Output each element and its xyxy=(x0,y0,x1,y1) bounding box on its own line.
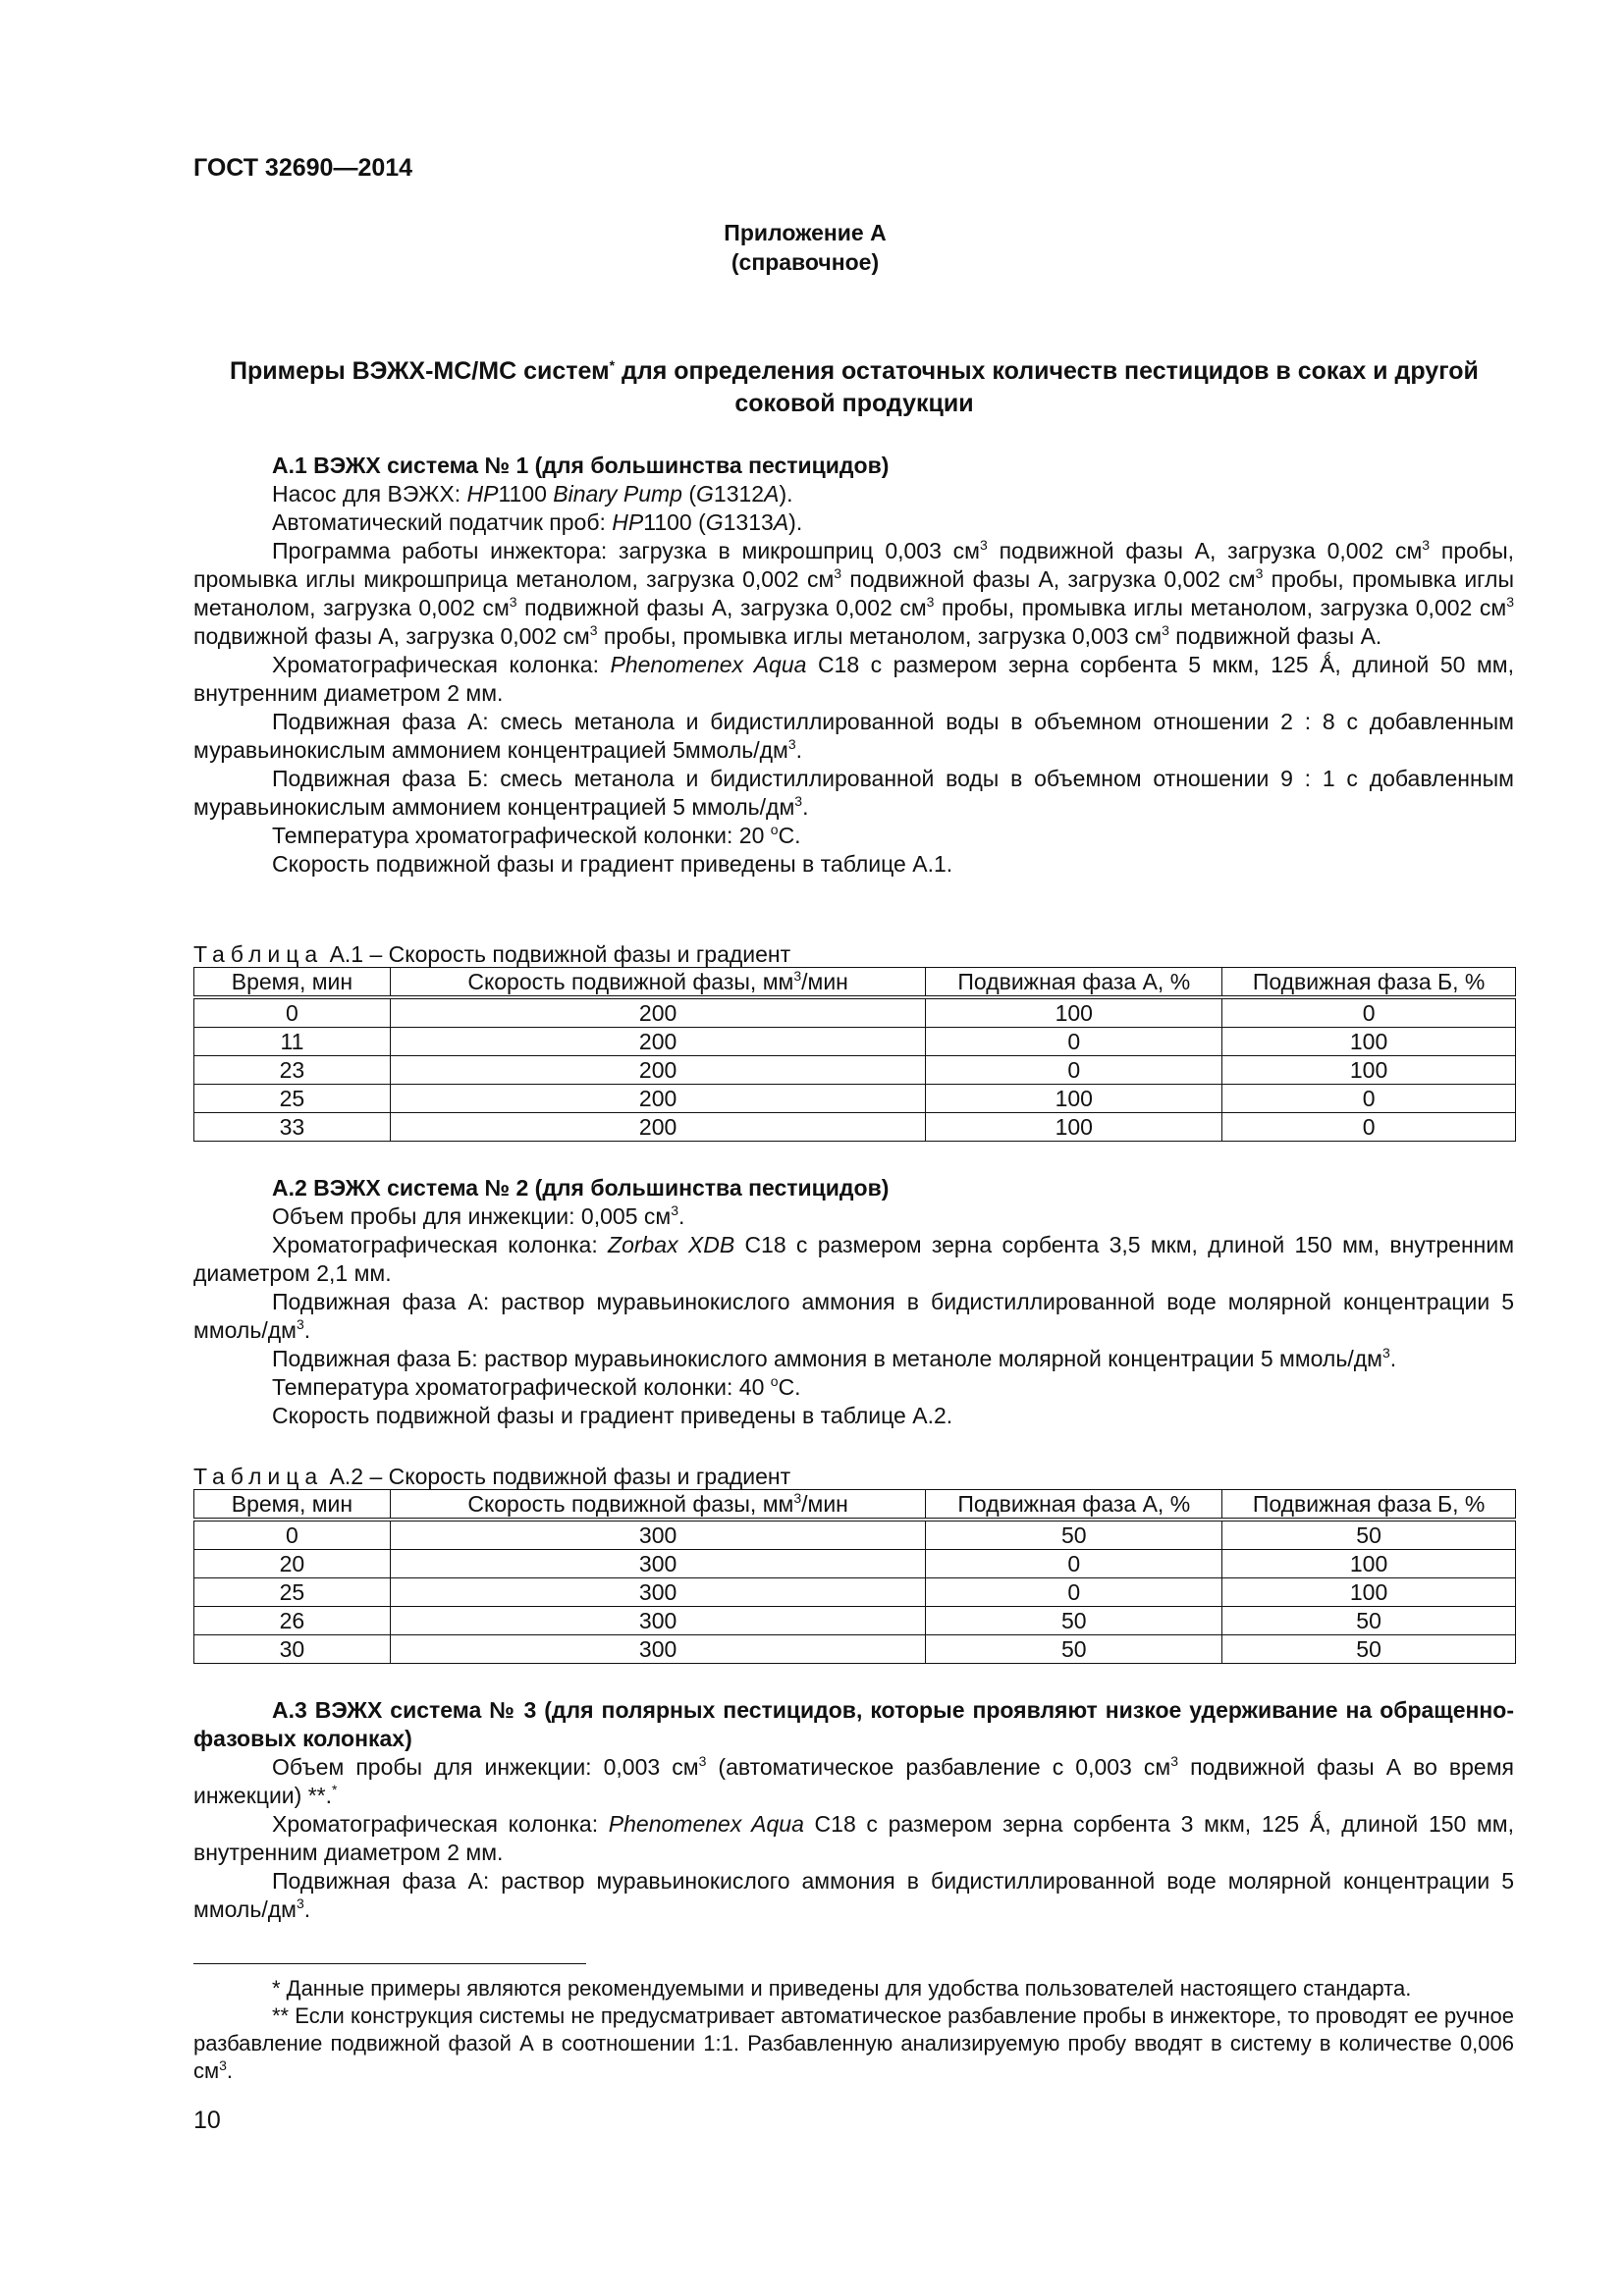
section-a2 xyxy=(193,1174,1514,1430)
table-cell: 25 xyxy=(194,1085,391,1113)
table-cell: 50 xyxy=(1222,1520,1516,1550)
table-row xyxy=(194,1113,1516,1142)
paragraph: Объем пробы для инжекции: 0,003 $см^3$ (автоматическое разбавление с 0,003 $см^3$ подвижной фазы А во время инжекции) **.* xyxy=(193,1753,1514,1808)
column-header: Скорость подвижной фазы, $мм^3$/мин xyxy=(390,968,926,998)
paragraph: Подвижная фаза Б: смесь метанола и бидистиллированной воды в объемном отношении 9 : 1 с добавленным муравьинокислым аммонием концентрацией 5 ммоль/$дм^3$. xyxy=(193,766,1514,820)
table-cell: 200 xyxy=(390,1113,926,1142)
section-heading: А.1 ВЭЖХ система № 1 (для большинства пестицидов) xyxy=(272,453,890,478)
paragraph: Подвижная фаза А: смесь метанола и бидистиллированной воды в объемном отношении 2 : 8 с добавленным муравьинокислым аммонием концентрацией $5ммоль/дм^3$. xyxy=(193,709,1514,763)
table-row xyxy=(194,1520,1516,1550)
table-cell: 25 xyxy=(194,1578,391,1607)
paragraph: Хроматографическая колонка: Phenomenex Aqua С18 с размером зерна сорбента 5 мкм, 125 Ǻ, длиной 50 мм, внутренним диаметром 2 мм. xyxy=(193,652,1514,706)
paragraph: Хроматографическая колонка: Zorbax XDB С18 с размером зерна сорбента 3,5 мкм, длиной 150 мм, внутренним диаметром 2,1 мм. xyxy=(193,1232,1515,1286)
table-cell: 0 xyxy=(1222,997,1516,1028)
paragraph: Скорость подвижной фазы и градиент приведены в таблице А.1. xyxy=(272,851,953,877)
paragraph: Автоматический податчик проб: HP1100 (G1313A). xyxy=(272,509,803,535)
title-part1: Примеры ВЭЖХ-МС/МС систем xyxy=(230,357,610,385)
table-cell: 100 xyxy=(926,1113,1222,1142)
table-cell: 26 xyxy=(194,1607,391,1635)
table-cell: 50 xyxy=(926,1520,1222,1550)
table-cell: 23 xyxy=(194,1056,391,1085)
document-header: ГОСТ 32690—2014 xyxy=(193,154,413,182)
table-cell: 200 xyxy=(390,997,926,1028)
table-cell: 0 xyxy=(926,1056,1222,1085)
table-caption-text: А.1 – Скорость подвижной фазы и градиент xyxy=(323,941,791,967)
table-cell: 200 xyxy=(390,1028,926,1056)
table-cell: 0 xyxy=(1222,1113,1516,1142)
table-caption xyxy=(193,1463,790,1490)
paragraph: Температура хроматографической колонки: 40 $^о$С. xyxy=(272,1373,801,1400)
table-cell: 300 xyxy=(390,1520,926,1550)
table-cell: 30 xyxy=(194,1635,391,1664)
table-cell: 100 xyxy=(1222,1056,1516,1085)
table-row xyxy=(194,1578,1516,1607)
table-cell: 300 xyxy=(390,1550,926,1578)
table-cell: 50 xyxy=(1222,1607,1516,1635)
table-cell: 300 xyxy=(390,1635,926,1664)
table-row xyxy=(194,1028,1516,1056)
table-cell: 0 xyxy=(926,1550,1222,1578)
paragraph: Подвижная фаза А: раствор муравьинокислого аммония в бидистиллированной воде молярной концентрации 5 ммоль/$дм^3$. xyxy=(193,1289,1514,1343)
table-cell: 100 xyxy=(926,997,1222,1028)
table-a2 xyxy=(193,1489,1516,1664)
page-number: 10 xyxy=(193,2107,221,2134)
column-header: Подвижная фаза А, % xyxy=(926,1490,1222,1521)
table-caption-word: Таблица xyxy=(193,941,324,967)
section-a1 xyxy=(193,452,1514,879)
column-header: Время, мин xyxy=(194,968,391,998)
table-cell: 0 xyxy=(1222,1085,1516,1113)
appendix-label: Приложение А xyxy=(724,220,887,245)
paragraph: Программа работы инжектора: загрузка в микрошприц 0,003 $см^3$ подвижной фазы А, загрузка 0,002 $см^3$ пробы, промывка иглы микрошприца метанолом, загрузка 0,002 $см^3$ подвижной фазы А, загрузка 0,002 $см^3$ пробы, промывка иглы метанолом, загрузка 0,002 $см^3$ подвижной фазы А, загрузка 0,002 $см^3$ пробы, промывка иглы метанолом, загрузка 0,002 $см^3$ подвижной фазы А, загрузка 0,002 $см^3$ пробы, промывка иглы метанолом, загрузка 0,003 $см^3$ подвижной фазы А. xyxy=(193,537,1515,649)
column-header: Подвижная фаза Б, % xyxy=(1222,1490,1516,1521)
table-cell: 300 xyxy=(390,1578,926,1607)
paragraph: Подвижная фаза Б: раствор муравьинокислого аммония в метаноле молярной концентрации 5 ммоль/$дм^3$. xyxy=(272,1345,1397,1371)
title-part2: для определения остаточных количеств пестицидов в соках и другой соковой продукции xyxy=(615,357,1479,417)
table-cell: 50 xyxy=(926,1635,1222,1664)
table-cell: 50 xyxy=(1222,1635,1516,1664)
table-a1 xyxy=(193,967,1516,1142)
table-cell: 33 xyxy=(194,1113,391,1142)
table-row xyxy=(194,1056,1516,1085)
appendix-title xyxy=(191,355,1517,420)
table-cell: 0 xyxy=(194,1520,391,1550)
table-row xyxy=(194,1607,1516,1635)
table-row xyxy=(194,997,1516,1028)
table-cell: 100 xyxy=(1222,1028,1516,1056)
section-heading: А.3 ВЭЖХ система № 3 (для полярных пестицидов, которые проявляют низкое удерживание на обращенно-фазовых колонках) xyxy=(193,1697,1514,1751)
table-cell: 50 xyxy=(926,1607,1222,1635)
table-cell: 300 xyxy=(390,1607,926,1635)
table-cell: 200 xyxy=(390,1085,926,1113)
title-footnote-mark: * xyxy=(609,357,616,373)
paragraph: Хроматографическая колонка: Phenomenex Aqua С18 с размером зерна сорбента 3 мкм, 125 Ǻ, длиной 150 мм, внутренним диаметром 2 мм. xyxy=(193,1811,1515,1865)
footnote: * Данные примеры являются рекомендуемыми и приведены для удобства пользователей настоящего стандарта. xyxy=(272,1976,1412,2001)
table-row xyxy=(194,1550,1516,1578)
table-cell: 200 xyxy=(390,1056,926,1085)
paragraph: Насос для ВЭЖХ: HP1100 Binary Pump (G1312A). xyxy=(272,481,793,507)
paragraph: Скорость подвижной фазы и градиент приведены в таблице А.2. xyxy=(272,1403,953,1428)
table-cell: 100 xyxy=(1222,1578,1516,1607)
table-cell: 11 xyxy=(194,1028,391,1056)
section-a3 xyxy=(193,1696,1514,1924)
table-cell: 0 xyxy=(926,1578,1222,1607)
table-cell: 0 xyxy=(926,1028,1222,1056)
section-heading: А.2 ВЭЖХ система № 2 (для большинства пестицидов) xyxy=(272,1175,890,1201)
column-header: Подвижная фаза Б, % xyxy=(1222,968,1516,998)
column-header: Подвижная фаза А, % xyxy=(926,968,1222,998)
table-cell: 0 xyxy=(194,997,391,1028)
table-caption-text: А.2 – Скорость подвижной фазы и градиент xyxy=(323,1464,791,1489)
table-cell: 100 xyxy=(926,1085,1222,1113)
column-header: Время, мин xyxy=(194,1490,391,1521)
table-row xyxy=(194,1085,1516,1113)
footnote: ** Если конструкция системы не предусматривает автоматическое разбавление пробы в инжекторе, то проводят ее ручное разбавление подвижной фазой А в соотношении 1:1. Разбавленную анализируемую пробу вводят в систему в количестве 0,006 $см^3$. xyxy=(193,2003,1514,2083)
footnote-separator xyxy=(193,1963,586,1964)
table-caption xyxy=(193,940,790,968)
table-cell: 100 xyxy=(1222,1550,1516,1578)
table-caption-word: Таблица xyxy=(193,1464,324,1489)
paragraph: Объем пробы для инжекции: 0,005 $см^3$. xyxy=(272,1202,685,1229)
table-row xyxy=(194,1635,1516,1664)
paragraph: Температура хроматографической колонки: 20 $^о$С. xyxy=(272,822,801,848)
appendix-type: (справочное) xyxy=(731,249,880,275)
footnotes xyxy=(193,1975,1514,2085)
table-cell: 20 xyxy=(194,1550,391,1578)
column-header: Скорость подвижной фазы, $мм^3$/мин xyxy=(390,1490,926,1521)
paragraph: Подвижная фаза А: раствор муравьинокислого аммония в бидистиллированной воде молярной концентрации 5 ммоль/$дм^3$. xyxy=(193,1868,1514,1922)
